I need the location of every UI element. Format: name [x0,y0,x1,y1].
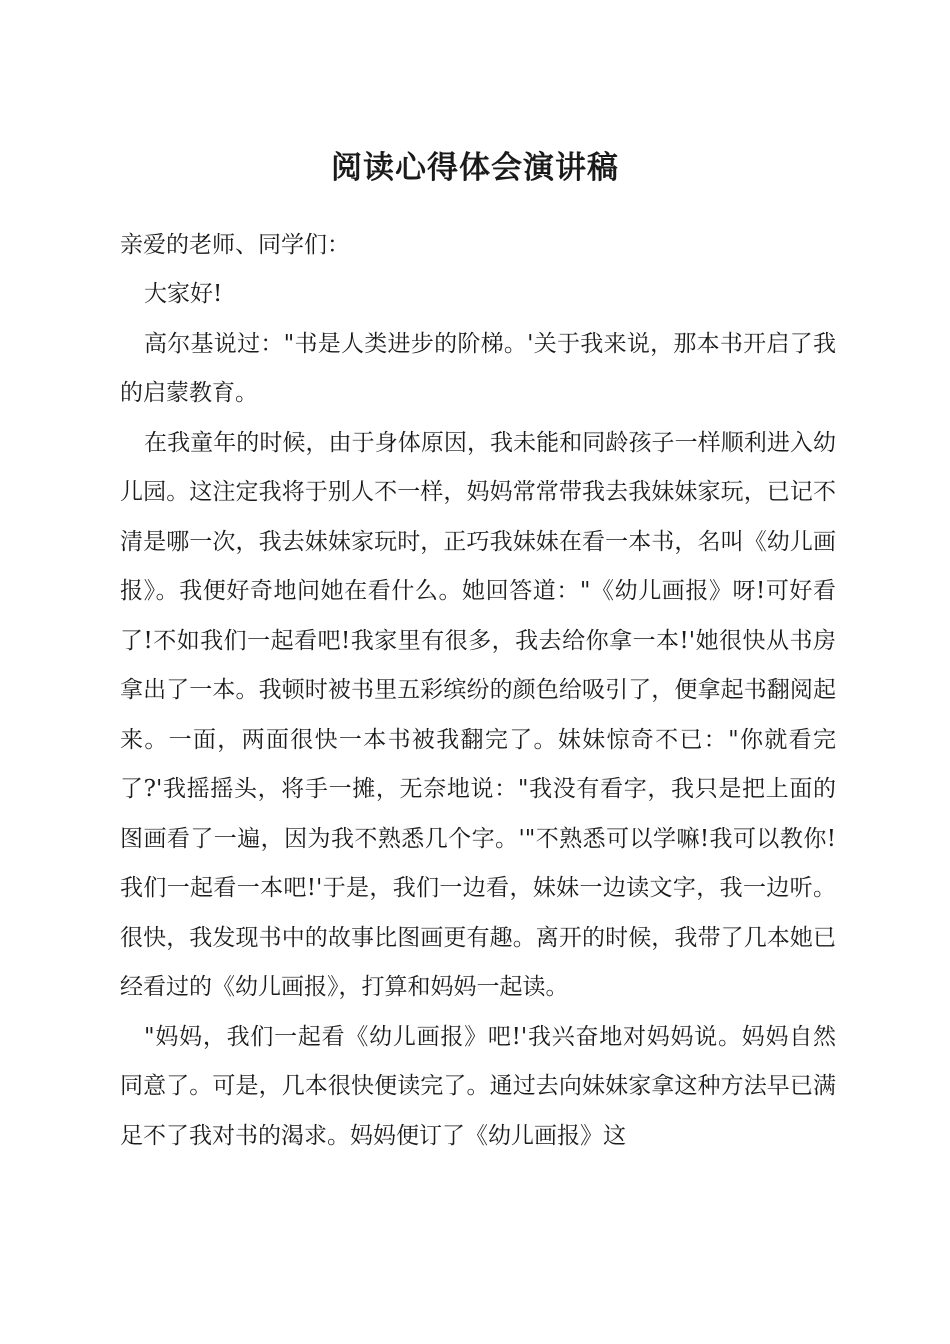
paragraph-quote: 高尔基说过："书是人类进步的阶梯。'关于我来说，那本书开启了我的启蒙教育。 [120,330,836,406]
paragraph-childhood: 在我童年的时候，由于身体原因，我未能和同龄孩子一样顺利进入幼儿园。这注定我将于别人不一样，妈妈常常带我去我妹妹家玩，已记不清是哪一次，我去妹妹家玩时，正巧我妹妹在看一本书，名叫《幼儿画报》。我便好奇地问她在看什么。她回答道："《幼儿画报》呀!可好看了!不如我们一起看吧!我家里有很多，我去给你拿一本!'她很快从书房拿出了一本。我顿时被书里五彩缤纷的颜色给吸引了，便拿起书翻阅起来。一面，两面很快一本书被我翻完了。妹妹惊奇不已："你就看完了?'我摇摇头，将手一摊，无奈地说："我没有看字，我只是把上面的图画看了一遍，因为我不熟悉几个字。'"不熟悉可以学嘛!我可以教你!我们一起看一本吧!'于是，我们一边看，妹妹一边读文字，我一边听。很快，我发现书中的故事比图画更有趣。离开的时候，我带了几本她已经看过的《幼儿画报》，打算和妈妈一起读。 [120,429,836,1000]
document-title: 阅读心得体会演讲稿 [331,150,619,186]
document-body [120,220,836,1161]
greeting-line: 亲爱的老师、同学们： [120,232,350,258]
paragraph-mother: "妈妈，我们一起看《幼儿画报》吧!'我兴奋地对妈妈说。妈妈自然同意了。可是，几本很快便读完了。通过去向妹妹家拿这种方法早已满足不了我对书的渴求。妈妈便订了《幼儿画报》这 [120,1023,836,1149]
paragraph-salutation: 大家好! [144,281,223,307]
